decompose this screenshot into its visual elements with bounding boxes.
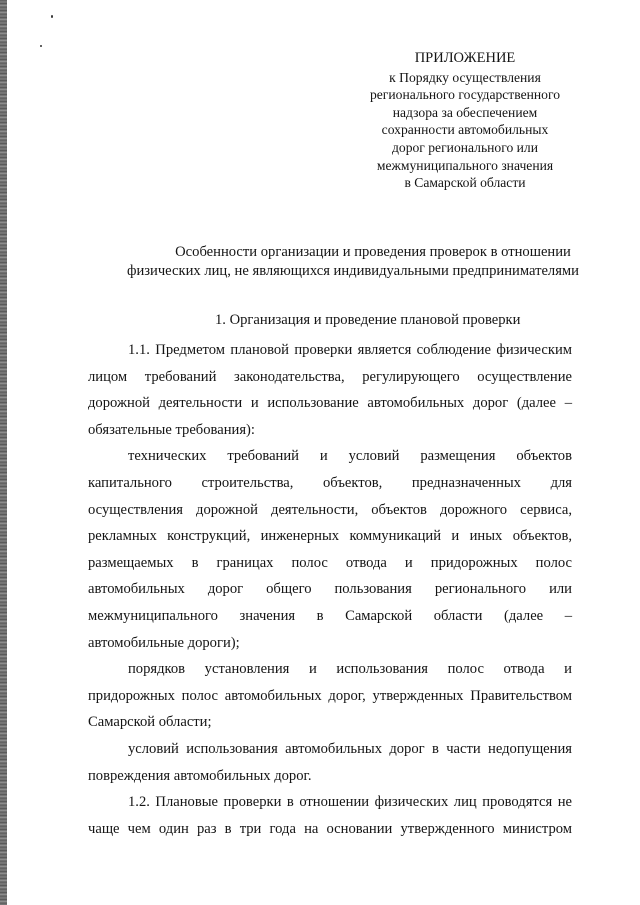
text-line: Самарской области; [88, 714, 212, 731]
body-text [88, 337, 572, 842]
appendix-title: ПРИЛОЖЕНИЕ [414, 50, 516, 66]
heading-line: Особенности организации и проведения проверок в отношении [175, 244, 571, 260]
appendix-line: к Порядку осуществления [389, 69, 541, 85]
text-line: придорожных полос автомобильных дорог, утвержденных Правительством [88, 687, 572, 704]
text-line: повреждения автомобильных дорог. [88, 767, 312, 784]
appendix-line: сохранности автомобильных [381, 122, 549, 138]
text-line: дорожной деятельности и использование автомобильных дорог (далее – [88, 395, 572, 412]
text-line: размещаемых в границах полос отвода и придорожных полос [88, 554, 572, 571]
scan-edge [0, 0, 7, 905]
scan-speck [51, 15, 53, 18]
text-line: чаще чем один раз в три года на основании утвержденного министром [88, 820, 572, 837]
appendix-line: в Самарской области [404, 175, 526, 191]
section-title: 1. Организация и проведение плановой проверки [215, 312, 521, 328]
text-line: капитального строительства, объектов, предназначенных для [88, 474, 572, 491]
text-line: рекламных конструкций, инженерных коммуникаций и иных объектов, [88, 528, 572, 545]
scan-speck [40, 45, 42, 47]
appendix-line: регионального государственного [369, 87, 561, 103]
text-line: обязательные требования): [88, 421, 255, 438]
heading-line: физических лиц, не являющихся индивидуальными предпринимателями [127, 263, 579, 279]
text-line: автомобильные дороги); [88, 634, 240, 651]
appendix-block [340, 50, 590, 192]
text-line: порядков установления и использования полос отвода и [128, 661, 572, 678]
appendix-line: межмуниципального значения [376, 157, 554, 173]
appendix-line: дорог регионального или [391, 139, 538, 155]
text-line: осуществления дорожной деятельности, объектов дорожного сервиса, [88, 501, 572, 518]
appendix-line: надзора за обеспечением [392, 104, 538, 120]
text-line: условий использования автомобильных дорог в части недопущения [128, 740, 572, 757]
text-line: лицом требований законодательства, регулирующего осуществление [88, 368, 572, 385]
text-line: 1.1. Предметом плановой проверки является соблюдение физическим [128, 342, 572, 358]
text-line: 1.2. Плановые проверки в отношении физических лиц проводятся не [128, 794, 572, 811]
document-heading [88, 243, 618, 281]
text-line: межмуниципального значения в Самарской области (далее – [88, 607, 572, 624]
text-line: автомобильных дорог общего пользования регионального или [88, 581, 572, 598]
text-line: технических требований и условий размещения объектов [128, 448, 572, 465]
